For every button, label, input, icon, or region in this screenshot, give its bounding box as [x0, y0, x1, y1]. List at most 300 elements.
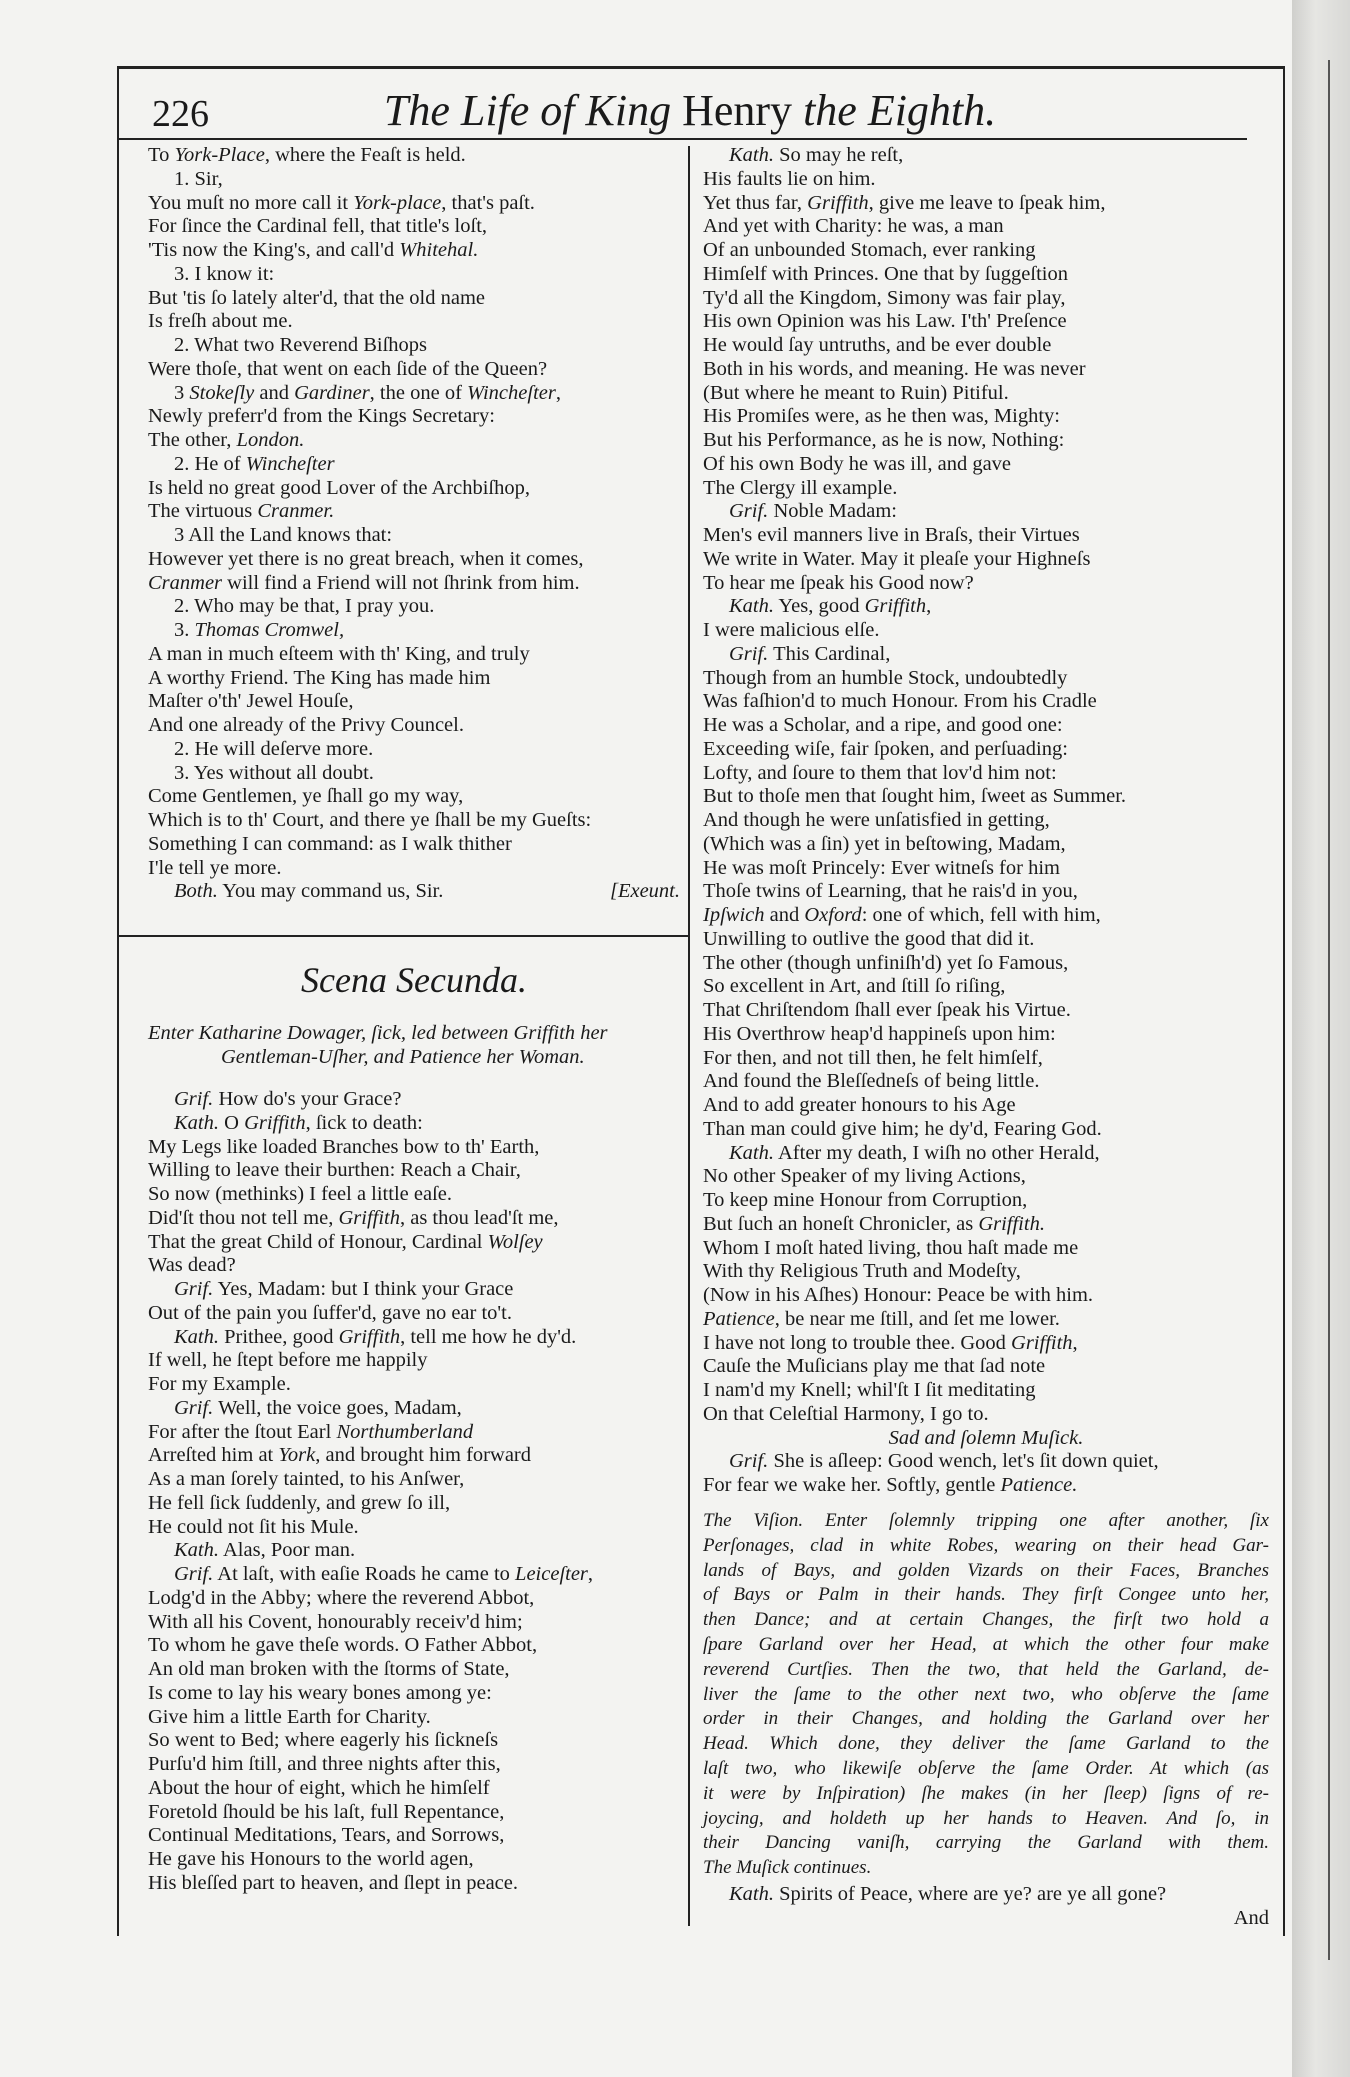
text-line	[703, 382, 1269, 406]
text: will find a Friend will not ſhrink from him.	[222, 571, 580, 594]
text-line	[148, 1468, 680, 1492]
text: 2. He of	[174, 452, 246, 475]
text-line	[703, 1403, 1269, 1427]
italic-text: Griffith	[244, 1111, 306, 1134]
text-line	[703, 263, 1269, 287]
page-number: 226	[152, 93, 209, 135]
facing-page-edge-line	[1328, 60, 1330, 1960]
text: You muſt no more call it	[148, 191, 354, 214]
text: (Now in his Aſhes) Honour: Peace be with him.	[703, 1284, 1094, 1306]
text: Were thoſe, that went on each ſide of the Queen?	[148, 357, 548, 380]
text: Thoſe twins of Learning, that he rais'd in you,	[703, 880, 1078, 903]
text: The Viſion. Enter ſolemnly tripping one after another, ſix	[703, 1510, 1269, 1531]
text-line	[148, 1183, 680, 1207]
italic-text: Wincheſter	[467, 381, 556, 404]
italic-text: Grif.	[174, 1278, 214, 1300]
italic-text: York-place	[353, 191, 442, 214]
text-line	[148, 1658, 680, 1682]
text: Well, the voice goes, Madam,	[213, 1396, 462, 1419]
text: Newly preferr'd from the Kings Secretary:	[148, 405, 495, 428]
text-line	[703, 1047, 1269, 1071]
italic-text: Griffith	[338, 1206, 400, 1229]
italic-text: Grif.	[729, 500, 769, 523]
text: I'le tell ye more.	[148, 856, 282, 879]
italic-text: Grif.	[174, 1563, 214, 1585]
italic-text: Gardiner	[294, 381, 370, 404]
text-line	[148, 192, 680, 216]
text-line	[148, 762, 680, 786]
right-column	[703, 144, 1269, 1498]
text: And yet with Charity: he was, a man	[703, 215, 1004, 238]
text-line	[703, 904, 1269, 928]
text: So excellent in Art, and ſtill ſo riſing,	[703, 975, 1006, 998]
text: You may command us, Sir.	[217, 880, 444, 903]
text-line	[148, 239, 680, 263]
italic-text: London.	[236, 429, 305, 451]
top-rule	[117, 66, 1285, 69]
text-line	[703, 1732, 1269, 1757]
text: And one already of the Privy Councel.	[148, 714, 464, 736]
text-line	[703, 477, 1269, 501]
text-line	[148, 572, 680, 596]
text-line	[703, 643, 1269, 667]
italic-text: Stokeſly	[189, 381, 255, 404]
italic-text: Sad and ſolemn Muſick.	[888, 1426, 1084, 1449]
text: The other,	[148, 429, 237, 451]
text-line	[148, 1634, 680, 1658]
text-line	[148, 857, 680, 881]
text-line	[148, 1801, 680, 1825]
italic-text: her Woman.	[486, 1045, 585, 1068]
text: , that's paſt.	[441, 191, 535, 214]
text-line	[703, 833, 1269, 857]
italic-text: Wincheſter	[245, 452, 335, 475]
text: , as thou lead'ſt me,	[399, 1206, 559, 1229]
text: So now (methinks) I feel a little eaſe.	[148, 1183, 452, 1205]
text: Which is to th' Court, and there ye ſhall be my Gueſts:	[148, 809, 592, 831]
italic-text: Kath.	[174, 1539, 219, 1562]
text: Ty'd all the Kingdom, Simony was fair play,	[703, 286, 1066, 309]
text-line	[148, 1492, 680, 1516]
stage-direction-vision	[703, 1509, 1269, 1881]
text-line	[703, 1883, 1269, 1907]
text: His Overthrow heap'd happineſs upon him:	[703, 1022, 1056, 1045]
text: So may he reſt,	[774, 144, 904, 166]
text-line	[703, 1509, 1269, 1534]
text: No other Speaker of my living Actions,	[703, 1165, 1026, 1188]
italic-text: Kath.	[729, 1883, 774, 1905]
text-line	[148, 1159, 680, 1183]
text: She is aſleep: Good wench, let's ſit down quiet,	[768, 1450, 1159, 1473]
column-divider	[688, 146, 690, 1926]
text-line	[703, 310, 1269, 334]
text: Yes, Madam: but I think your Grace	[213, 1278, 514, 1300]
text-line	[148, 1278, 680, 1302]
text: The other (though unfiniſh'd) yet ſo Famous,	[703, 951, 1069, 974]
text-line	[148, 287, 680, 311]
italic-text: Cranmer.	[257, 500, 335, 523]
text: Maſter o'th' Jewel Houſe,	[148, 690, 354, 713]
text: Lodg'd in the Abby; where the reverend Abbot,	[148, 1586, 535, 1609]
text-line	[148, 1444, 680, 1468]
left-border	[117, 66, 119, 1936]
text-line	[148, 595, 680, 619]
text-line	[148, 833, 680, 857]
text: How do's your Grace?	[213, 1088, 402, 1110]
text-line	[148, 1753, 680, 1777]
text: Did'ſt thou not tell me,	[148, 1206, 339, 1229]
text-line	[148, 263, 680, 287]
text: Prithee, good	[219, 1325, 339, 1348]
running-title	[380, 86, 1000, 136]
text-line	[703, 548, 1269, 572]
text-line	[703, 524, 1269, 548]
text-line	[148, 1682, 680, 1706]
text-line	[703, 999, 1269, 1023]
text-line	[703, 405, 1269, 429]
text: His own Opinion was his Law. I'th' Preſence	[703, 310, 1067, 333]
text: To	[148, 144, 175, 166]
text: it were by Inſpiration) ſhe makes (in her ſleep) ſigns of re-	[703, 1782, 1269, 1804]
italic-text: Ipſwich	[703, 904, 765, 926]
text: To hear me ſpeak his Good now?	[703, 571, 974, 594]
text-line	[703, 1831, 1269, 1856]
text-line	[703, 952, 1269, 976]
text: their Dancing vaniſh, carrying the Garland with them.	[703, 1832, 1269, 1854]
italic-text: Whitehal.	[399, 239, 479, 261]
text-line	[148, 1046, 680, 1070]
text: For fear we wake her. Softly, gentle	[703, 1474, 1001, 1496]
text: O	[219, 1111, 245, 1134]
text-line	[148, 1587, 680, 1611]
italic-text: Griffith	[864, 595, 927, 618]
text: reverend Curtſies. Then the two, that held the Garland, de-	[703, 1658, 1269, 1680]
text: Out of the pain you ſuffer'd, gave no ear to't.	[148, 1301, 512, 1324]
text-line	[703, 358, 1269, 382]
text-line	[703, 1907, 1269, 1931]
text-line	[703, 215, 1269, 239]
text: Arreſted him at	[148, 1444, 279, 1467]
text-line	[148, 1539, 680, 1563]
text-line	[703, 1807, 1269, 1832]
text: Continual Meditations, Tears, and Sorrows,	[148, 1824, 505, 1847]
text-line	[703, 595, 1269, 619]
text-line	[148, 1872, 680, 1896]
text-line	[148, 1022, 680, 1046]
text: ſpare Garland over her Head, at which the other four make	[703, 1633, 1269, 1655]
text: His Promiſes were, as he then was, Mighty:	[703, 405, 1060, 428]
text: He was moſt Princely: Ever witneſs for him	[703, 856, 1060, 879]
text: My Legs like loaded Branches bow to th' Earth,	[148, 1135, 540, 1158]
text: After my death, I wiſh no other Herald,	[774, 1141, 1100, 1164]
italic-text: Griffith	[338, 1325, 401, 1348]
text: ,	[587, 1563, 594, 1585]
text-line	[148, 405, 680, 429]
entrance-direction	[148, 1022, 680, 1070]
text-line	[148, 453, 680, 477]
text-line	[148, 215, 680, 239]
scene-title: Scena Secunda.	[301, 960, 527, 1000]
italic-text: Grif.	[729, 642, 769, 665]
text-line	[148, 548, 680, 572]
text: Yet thus far,	[703, 191, 808, 214]
text-line	[703, 785, 1269, 809]
text: Unwilling to outlive the good that did it.	[703, 927, 1035, 950]
text-line	[703, 1332, 1269, 1356]
text-line	[703, 1165, 1269, 1189]
text-line	[703, 1658, 1269, 1683]
text: Something I can command: as I walk thither	[148, 832, 512, 855]
text: Yes, good	[774, 595, 865, 618]
text-line	[703, 1707, 1269, 1732]
text-line	[148, 1349, 680, 1373]
italic-text: Both.	[174, 880, 218, 903]
text: So went to Bed; where eagerly his ſickneſs	[148, 1729, 499, 1752]
italic-text: Grif.	[174, 1396, 214, 1419]
text: 3	[174, 381, 190, 404]
text-line	[703, 1450, 1269, 1474]
text-line	[703, 1213, 1269, 1237]
text-line	[703, 1023, 1269, 1047]
text-line	[148, 1231, 680, 1255]
text-line	[703, 1757, 1269, 1782]
text-line	[148, 1611, 680, 1635]
text: Lofty, and ſoure to them that lov'd him not:	[703, 761, 1057, 784]
text-line	[148, 1729, 680, 1753]
text-line	[148, 1254, 680, 1278]
text: The Muſick continues.	[703, 1857, 872, 1879]
text-line	[148, 880, 680, 904]
text: Though from an humble Stock, undoubtedly	[703, 666, 1068, 689]
text-line	[148, 358, 680, 382]
text: order in their Changes, and holding the Garland over her	[703, 1708, 1269, 1730]
text: ,	[1072, 1331, 1078, 1354]
text-line	[703, 1633, 1269, 1658]
text: An old man broken with the ſtorms of State,	[148, 1658, 510, 1680]
text: Griffith	[508, 1022, 581, 1044]
text: 2. He will deſerve more.	[174, 737, 374, 760]
text-line	[148, 1112, 680, 1136]
text-line	[703, 667, 1269, 691]
text: liver the ſame to the other next two, who obſerve the ſame	[703, 1683, 1269, 1705]
italic-text: Northumberland	[336, 1420, 474, 1443]
text-line	[148, 809, 680, 833]
text-line	[703, 572, 1269, 596]
text: , be near me ſtill, and ſet me lower.	[774, 1307, 1060, 1330]
text-line	[703, 738, 1269, 762]
text-line	[148, 429, 680, 453]
text-line	[703, 1559, 1269, 1584]
text-line	[148, 1088, 680, 1112]
text: Come Gentlemen, ye ſhall go my way,	[148, 785, 464, 808]
text: But his Performance, as he is now, Nothing:	[703, 429, 1065, 451]
text-line	[148, 1207, 680, 1231]
text: And	[1233, 1906, 1269, 1929]
text-line	[148, 382, 680, 406]
text-line	[148, 1136, 680, 1160]
text: A man in much eſteem with th' King, and truly	[148, 642, 530, 665]
text: Than man could give him; he dy'd, Fearing God.	[703, 1117, 1102, 1140]
text-line	[703, 1070, 1269, 1094]
text: Exceeding wiſe, fair ſpoken, and perſuading:	[703, 737, 1068, 760]
text: Is come to lay his weary bones among ye:	[148, 1681, 492, 1704]
text: Patience	[404, 1045, 487, 1068]
text: Both in his words, and meaning. He was never	[703, 357, 1086, 380]
text-line	[703, 192, 1269, 216]
text-line	[148, 1326, 680, 1350]
text: Was dead?	[148, 1254, 236, 1277]
text-line	[148, 738, 680, 762]
text: The virtuous	[148, 500, 258, 523]
text: of Bays or Palm in their hands. They firſt Congee unto her,	[703, 1584, 1269, 1606]
text-line	[148, 310, 680, 334]
italic-text: Kath.	[729, 144, 774, 166]
text-line	[703, 1308, 1269, 1332]
text-line	[148, 1777, 680, 1801]
text-line	[148, 667, 680, 691]
text-line	[703, 1189, 1269, 1213]
text: But to thoſe men that ſought him, ſweet as Summer.	[703, 785, 1127, 808]
text: Of his own Body he was ill, and gave	[703, 452, 1012, 475]
text-line	[148, 1848, 680, 1872]
text-line	[703, 500, 1269, 524]
italic-text: ſick, led between	[371, 1022, 509, 1044]
text: , give me leave to ſpeak him,	[868, 191, 1106, 214]
text-line	[703, 453, 1269, 477]
italic-text: Patience.	[1000, 1474, 1078, 1496]
text-line	[148, 714, 680, 738]
text-line	[148, 500, 680, 524]
scene-rule	[117, 935, 688, 937]
text-line	[703, 239, 1269, 263]
text-line	[703, 762, 1269, 786]
text-line	[148, 1516, 680, 1540]
text: I have not long to trouble thee. Good	[703, 1331, 1012, 1354]
italic-text: Kath.	[174, 1325, 219, 1348]
text-line	[703, 1856, 1269, 1881]
text-line	[703, 1260, 1269, 1284]
text-line	[148, 1373, 680, 1397]
text-line	[703, 1683, 1269, 1708]
text-line	[148, 1563, 680, 1587]
text-line	[148, 619, 680, 643]
text: With all his Covent, honourably receiv'd him;	[148, 1610, 523, 1633]
text-line	[703, 1094, 1269, 1118]
text-line	[703, 619, 1269, 643]
text: Perſonages, clad in white Robes, wearing on their head Gar-	[703, 1534, 1269, 1556]
text-line	[703, 168, 1269, 192]
italic-text: Griffith	[1011, 1331, 1073, 1354]
text: 1. Sir,	[174, 167, 223, 190]
text-line	[703, 1142, 1269, 1166]
text: Whom I moſt hated living, thou haſt made me	[703, 1236, 1079, 1259]
text-line	[703, 287, 1269, 311]
text: But 'tis ſo lately alter'd, that the old name	[148, 286, 486, 309]
italic-text: Griffith	[807, 191, 869, 214]
text: Is held no great good Lover of the Archbiſhop,	[148, 476, 531, 499]
running-title-part: the Eighth.	[792, 86, 997, 135]
text: 'Tis now the King's, and call'd	[148, 239, 400, 261]
text-line	[703, 809, 1269, 833]
text-line	[148, 1706, 680, 1730]
text: ,	[555, 381, 561, 404]
text: And though he were unſatisfied in getting,	[703, 809, 1050, 831]
italic-text: Cranmer	[148, 571, 223, 594]
text: Head. Which done, they deliver the ſame Garland to the	[703, 1733, 1269, 1755]
text: He would ſay untruths, and be ever double	[703, 334, 1052, 356]
text: He fell ſick ſuddenly, and grew ſo ill,	[148, 1491, 451, 1514]
text: 3. I know it:	[174, 262, 275, 285]
text: 2. What two Reverend Biſhops	[174, 334, 427, 356]
text: and	[254, 381, 295, 404]
facing-page-edge	[1292, 0, 1350, 2077]
text-line	[703, 880, 1269, 904]
text-line	[703, 429, 1269, 453]
text: Cauſe the Muſicians play me that ſad note	[703, 1355, 1046, 1378]
text-line	[703, 1583, 1269, 1608]
text-line	[148, 524, 680, 548]
text: His faults lie on him.	[703, 167, 876, 190]
text-line	[703, 1355, 1269, 1379]
text: Willing to leave their burthen: Reach a Chair,	[148, 1159, 521, 1182]
text: The Clergy ill example.	[703, 476, 898, 499]
text-line	[703, 1608, 1269, 1633]
text: (But where he meant to Ruin) Pitiful.	[703, 381, 1009, 404]
text: I nam'd my Knell; whil'ſt I ſit meditating	[703, 1379, 1036, 1401]
italic-text: Grif.	[174, 1088, 214, 1110]
italic-text: Leiceſter	[515, 1563, 588, 1585]
text: Noble Madam:	[768, 500, 897, 523]
italic-text: her	[580, 1022, 608, 1044]
text: We write in Water. May it pleaſe your Highneſs	[703, 547, 1091, 570]
running-title-part: The Life of King	[383, 86, 683, 135]
text-line	[703, 1427, 1269, 1451]
italic-text: Thomas Cromwel,	[194, 619, 345, 641]
text: For then, and not till then, he felt himſelf,	[703, 1046, 1043, 1069]
text: For my Example.	[148, 1373, 291, 1395]
text: If well, he ſtept before me happily	[148, 1349, 428, 1372]
italic-text: Kath.	[729, 1141, 774, 1164]
text: , where the Feaſt is held.	[264, 144, 466, 166]
text-line	[703, 1474, 1269, 1498]
text: , ſick to death:	[305, 1111, 423, 1134]
text-line	[148, 690, 680, 714]
left-column-top	[148, 144, 680, 904]
text: 3. Yes without all doubt.	[174, 761, 374, 784]
text: And found the Bleſſedneſs of being little.	[703, 1070, 1040, 1093]
text: On that Celeſtial Harmony, I go to.	[703, 1402, 989, 1425]
text-line	[703, 928, 1269, 952]
text: For after the ſtout Earl	[148, 1420, 337, 1443]
text: Foretold ſhould be his laſt, full Repentance,	[148, 1800, 505, 1823]
text: To whom he gave theſe words. O Father Abbot,	[148, 1634, 538, 1657]
text: I were malicious elſe.	[703, 619, 880, 641]
italic-text: Patience	[703, 1307, 775, 1330]
italic-text: Kath.	[174, 1111, 219, 1134]
text-line	[703, 975, 1269, 999]
right-column-end	[703, 1883, 1269, 1931]
italic-text: Gentleman-Uſher, and	[221, 1045, 405, 1068]
text: Purſu'd him ſtill, and three nights after this,	[148, 1753, 501, 1775]
text-line	[703, 334, 1269, 358]
italic-text: Oxford	[804, 904, 862, 926]
text: He was a Scholar, and a ripe, and good one:	[703, 714, 1063, 736]
text: Is freſh about me.	[148, 310, 293, 333]
text-line	[148, 1421, 680, 1445]
text: laſt two, who likewiſe obſerve the ſame Order. At which (as	[703, 1757, 1269, 1779]
text-line	[703, 1284, 1269, 1308]
text-line	[148, 168, 680, 192]
